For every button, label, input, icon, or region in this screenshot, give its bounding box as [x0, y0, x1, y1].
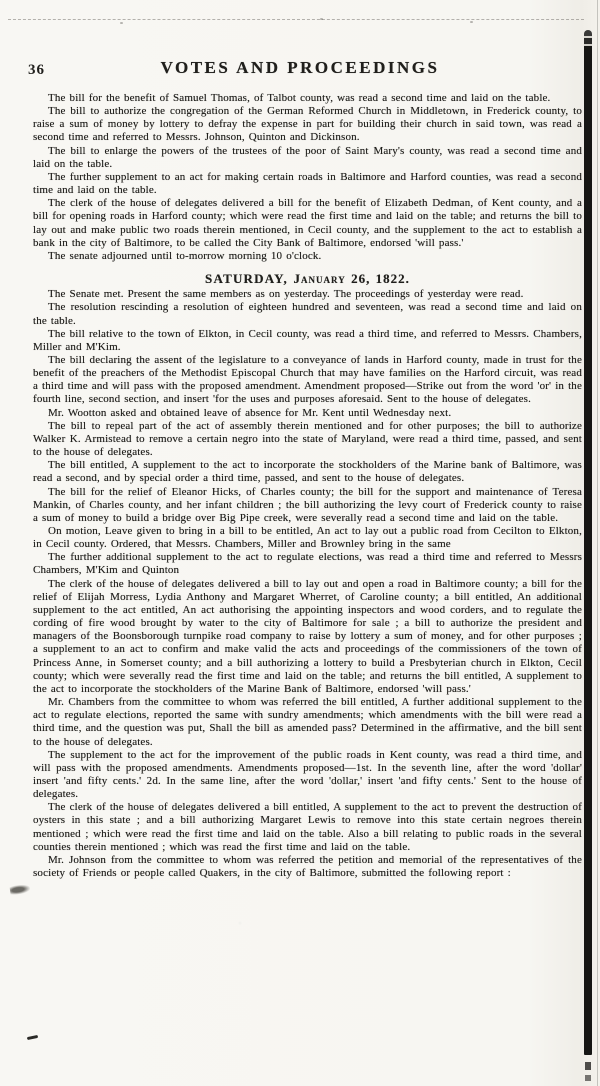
- paragraph: The further supplement to an act for making certain roads in Baltimore and Harford counties, was read a second time and laid on the table.: [33, 170, 582, 197]
- paragraph: The bill relative to the town of Elkton, in Cecil county, was read a third time, and referred to Messrs. Chambers, Miller and M'Kim.: [33, 327, 582, 353]
- date-heading-day: SATURDAY,: [205, 271, 288, 287]
- book-binding-bar: [584, 30, 592, 1055]
- paragraph: The clerk of the house of delegates delivered a bill for the benefit of Elizabeth Dedman, of Kent county, and a bill for opening roads in Harford county; which were read the first time and laid on the table; and returns the bill to lay out and make public two roads therein mentioned, in Cecil county, and the supplement to the act to establish a bank in the city of Baltimore, to be called the City Bank of Baltimore, endorsed 'will pass.': [33, 197, 582, 249]
- section-friday-proceedings: [33, 92, 582, 263]
- paragraph: The resolution rescinding a resolution of eighteen hundred and seventeen, was read a second time and laid on the table.: [33, 301, 582, 327]
- binding-bar-fragment: [585, 1062, 591, 1070]
- paragraph: The supplement to the act for the improvement of the public roads in Kent county, was read a third time, and will pass with the proposed amendments. Amendments proposed—1st. In the seventh line, after the word 'dollar' insert 'and fifty cents.' 2d. In the same line, after the word 'dollar,' insert 'and fifty cents.' Sent to the house of delegates.: [33, 748, 582, 801]
- paragraph: On motion, Leave given to bring in a bill to be entitled, An act to lay out a public road from Cecilton to Elkton, in Cecil county. Ordered, that Messrs. Chambers, Miller and Brownley bring in the same: [33, 525, 582, 551]
- scan-artifact-top-line: [8, 19, 584, 20]
- page-title: VOTES AND PROCEEDINGS: [160, 58, 440, 77]
- body-text: [33, 92, 582, 880]
- paragraph: The clerk of the house of delegates delivered a bill to lay out and open a road in Baltimore county; a bill for the relief of Elijah Morress, Lydia Anthony and Margaret Wherret, of Caroline county; a bill entitled, An additional supplement to the act entitled, An act authorising the appointing inspectors and wood corders, and to regulate the cording of fire wood brought by water to the city of Baltimore for sale ; a bill to authorize the president and managers of the Boonsborough turnpike road company to raise by lottery a sum of money, and for other purposes ; a supplement to an act to confirm and make valid the acts and proceedings of the commissioners of the town of Princess Anne, in Somerset county; and a bill authorizing a lottery to build a Presbyterian church in Elkton, Cecil county; which were severally read the first time and laid on the table; and returns the bill entitled, A supplement to the act to incorporate the stockholders of the Marine Bank of Baltimore, endorsed 'will pass.': [33, 577, 582, 695]
- paragraph: The bill for the relief of Eleanor Hicks, of Charles county; the bill for the support and maintenance of Teresa Mankin, of Charles county, and her infant children ; the bill authorizing the levy court of Frederick county to raise a sum of money to build a bridge over Big Pipe creek, were severally read a second time and laid on the table.: [33, 485, 582, 524]
- section-saturday-proceedings: [33, 288, 582, 880]
- paragraph: The bill to repeal part of the act of assembly therein mentioned and for other purposes; the bill to authorize Walker K. Armistead to remove a certain negro into the state of Maryland, were read a third time, passed, and sent to the house of delegates.: [33, 419, 582, 459]
- paragraph: The bill to enlarge the powers of the trustees of the poor of Saint Mary's county, was read a second time and laid on the table.: [33, 144, 582, 170]
- scan-speck: [320, 18, 323, 20]
- paragraph: Mr. Wootton asked and obtained leave of absence for Mr. Kent until Wednesday next.: [48, 406, 452, 419]
- paragraph: The bill entitled, A supplement to the act to incorporate the stockholders of the Marine bank of Baltimore, was read a second, and by special order a third time, passed, and sent to the house of delegates.: [33, 459, 582, 485]
- binding-bar-fragment: [585, 1075, 591, 1081]
- date-heading-date: January 26, 1822.: [293, 271, 410, 287]
- paragraph: Mr. Johnson from the committee to whom was referred the petition and memorial of the representatives of the society of Friends or people called Quakers, in the city of Baltimore, submitted the following report :: [33, 853, 582, 880]
- scan-speck: [120, 22, 123, 24]
- paragraph: The Senate met. Present the same members as on yesterday. The proceedings of yesterday were read.: [48, 288, 524, 301]
- ink-smudge-mark: [9, 884, 30, 896]
- page-edge-line: [597, 0, 598, 1086]
- paragraph: The bill declaring the assent of the legislature to a conveyance of lands in Harford county, made in trust for the benefit of the preachers of the Methodist Episcopal Church that may have families on the Harford circuit, was read a third time and will pass with the proposed amendment. Amendment proposed—Strike out from the word 'or' in the fourth line, second section, and insert 'for the uses and purposes aforesaid. Sent to the house of delegates.: [33, 353, 582, 406]
- paragraph: The bill for the benefit of Samuel Thomas, of Talbot county, was read a second time and laid on the table.: [48, 92, 551, 104]
- scan-speck: [470, 21, 473, 23]
- paragraph: The clerk of the house of delegates delivered a bill entitled, A supplement to the act to prevent the destruction of oysters in this state ; and a bill authorizing Margaret Lewis to remove into this state certain negroes therein mentioned ; which were read the first time and laid on the table. Also a bill relating to public roads in the several counties therein mentioned ; which was read the first time and laid on the table.: [33, 801, 582, 853]
- paragraph: The bill to authorize the congregation of the German Reformed Church in Middletown, in Frederick county, to raise a sum of money by lottery to defray the expense in part for building their church in said town, was read a second time and referred to Messrs. Johnson, Quinton and Dickinson.: [33, 105, 582, 144]
- paragraph: Mr. Chambers from the committee to whom was referred the bill entitled, A further additional supplement to the act to regulate elections, reported the same with sundry amendments; which amendments with the bill were read a third time, and the question was put, Shall the bill as amended pass? Determined in the affirmative, and the bill sent to the house of delegates.: [33, 696, 582, 748]
- page-number: 36: [28, 62, 45, 78]
- paragraph: The senate adjourned until to-morrow morning 10 o'clock.: [48, 249, 322, 262]
- page-header: [0, 58, 600, 84]
- ink-dash-mark: [27, 1035, 38, 1040]
- paragraph: The further additional supplement to the act to regulate elections, was read a third time and referred to Messrs Chambers, M'Kim and Quinton: [33, 551, 582, 577]
- date-heading: [33, 272, 582, 285]
